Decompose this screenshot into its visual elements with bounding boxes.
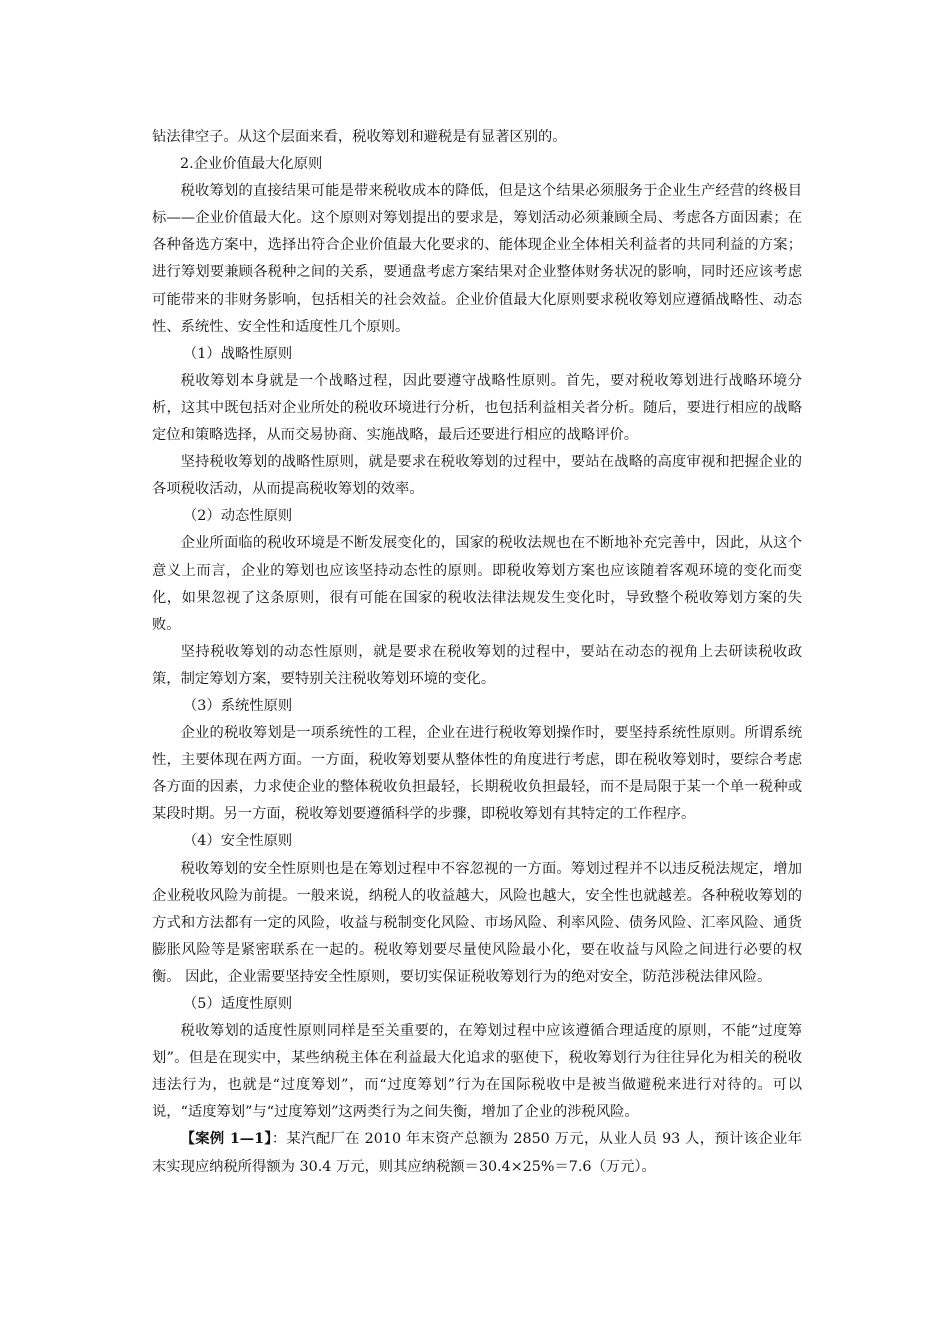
paragraph-enterprise-value: 税收筹划的直接结果可能是带来税收成本的降低，但是这个结果必须服务于企业生产经营的终极目标——企业价值最大化。这个原则对筹划提出的要求是，筹划活动必须兼顾全局、考虑各方面因素；在各种备选方案中，选择出符合企业价值最大化要求的、能体现企业全体相关利益者的共同利益的方案；进行筹划要兼顾各税种之间的关系，要通盘考虑方案结果对企业整体财务状况的影响，同时还应该考虑可能带来的非财务影响，包括相关的社会效益。企业价值最大化原则要求税收筹划应遵循战略性、动态性、系统性、安全性和适度性几个原则。 [152, 183, 802, 335]
paragraph-safety: 税收筹划的安全性原则也是在筹划过程中不容忽视的一方面。筹划过程并不以违反税法规定，增加企业税收风险为前提。一般来说，纳税人的收益越大，风险也越大，安全性也就越差。各种税收筹划的方式和方法都有一定的风险，收益与税制变化风险、市场风险、利率风险、债务风险、汇率风险、通货膨胀风险等是紧密联系在一起的。税收筹划要尽量使风险最小化，要在收益与风险之间进行必要的权衡。 因此，企业需要坚持安全性原则，要切实保证税收筹划行为的绝对安全，防范涉税法律风险。 [152, 860, 802, 985]
paragraph-systematic: 企业的税收筹划是一项系统性的工程，企业在进行税收筹划操作时，要坚持系统性原则。所谓系统性，主要体现在两方面。一方面，税收筹划要从整体性的角度进行考虑，即在税收筹划时，要综合考虑各方面的因素，力求使企业的整体税收负担最轻，长期税收负担最轻，而不是局限于某一个单一税种或某段时期。另一方面，税收筹划要遵循科学的步骤，即税收筹划有其特定的工作程序。 [152, 725, 802, 823]
case-label: 【案例 1—1】 [180, 1131, 272, 1148]
heading-strategic: （1）战略性原则 [183, 345, 293, 362]
paragraph-moderation: 税收筹划的适度性原则同样是至关重要的，在筹划过程中应该遵循合理适度的原则，不能“过度筹划”。但是在现实中，某些纳税主体在利益最大化追求的驱使下，税收筹划行为往往异化为相关的税收违法行为，也就是“过度筹划”，而“过度筹划”行为在国际税收中是被当做避税来进行对待的。可以说，“适度筹划”与“过度筹划”这两类行为之间失衡，增加了企业的涉税风险。 [152, 1023, 802, 1121]
document-page [152, 124, 802, 1181]
paragraph-continuation: 钻法律空子。从这个层面来看，税收筹划和避税是有显著区别的。 [152, 129, 567, 145]
heading-systematic: （3）系统性原则 [183, 697, 293, 714]
heading-moderation: （5）适度性原则 [183, 996, 293, 1012]
heading-enterprise-value: 2.企业价值最大化原则 [180, 156, 323, 173]
document-body [152, 124, 802, 1126]
case-paragraph [152, 1126, 802, 1180]
paragraph-strategic-2: 坚持税收筹划的战略性原则，就是要求在税收筹划的过程中，要站在战略的高度审视和把握企业的各项税收活动，从而提高税收筹划的效率。 [152, 454, 802, 498]
case-text: ：某汽配厂在 2010 年末资产总额为 2850 万元，从业人员 93 人，预计该企业年末实现应纳税所得额为 30.4 万元，则其应纳税额＝30.4×25%＝7.6（万元）。 [152, 1131, 802, 1175]
paragraph-dynamic-2: 坚持税收筹划的动态性原则，就是要求在税收筹划的过程中，要站在动态的视角上去研读税收政策，制定筹划方案，要特别关注税收筹划环境的变化。 [152, 643, 802, 687]
heading-safety: （4）安全性原则 [183, 833, 293, 850]
paragraph-strategic-1: 税收筹划本身就是一个战略过程，因此要遵守战略性原则。首先，要对税收筹划进行战略环境分析，这其中既包括对企业所处的税收环境进行分析，也包括利益相关者分析。随后，要进行相应的战略定位和策略选择，从而交易协商、实施战略，最后还要进行相应的战略评价。 [152, 372, 802, 444]
heading-dynamic: （2）动态性原则 [183, 508, 293, 525]
paragraph-dynamic-1: 企业所面临的税收环境是不断发展变化的，国家的税收法规也在不断地补充完善中，因此，从这个意义上而言，企业的筹划也应该坚持动态性的原则。即税收筹划方案也应该随着客观环境的变化而变化，如果忽视了这条原则，很有可能在国家的税收法律法规发生变化时，导致整个税收筹划方案的失败。 [152, 535, 802, 633]
